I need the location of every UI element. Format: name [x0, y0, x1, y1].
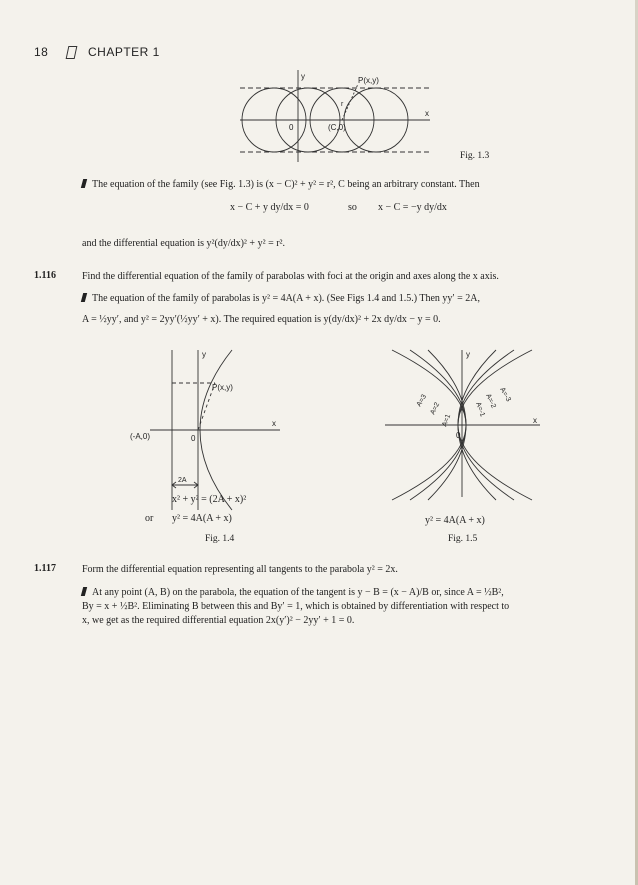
sol-115-eq1: x − C + y dy/dx = 0 [230, 202, 309, 213]
sol-117-line2: By = x + ½B². Eliminating B between this and By′ = 1, which is obtained by differentiation with respect to [82, 601, 510, 612]
fig14-x-label: x [272, 419, 276, 428]
fig13-origin-label: 0 [289, 123, 294, 132]
fig15-curve-label: A=-3 [498, 386, 512, 403]
fig14-eq1: x² + y² = (2A + x)² [172, 494, 247, 505]
header-box-glyph [66, 46, 78, 59]
problem-1-116-question: Find the differential equation of the family of parabolas with foci at the origin and axes along the x axis. [82, 271, 499, 282]
fig15-origin-label: 0 [456, 431, 461, 440]
fig15-y-label: y [466, 350, 470, 359]
problem-1-117-question: Form the differential equation representing all tangents to the parabola y² = 2x. [82, 564, 398, 575]
fig13-r-label: r [341, 101, 344, 108]
fig14-p-label: P(x,y) [212, 383, 233, 392]
fig15-curve-label: A=-1 [474, 401, 486, 418]
fig14-or: or [145, 513, 154, 524]
solution-mark-icon [81, 293, 87, 302]
chapter-title: CHAPTER 1 [88, 45, 160, 59]
fig-1-5-caption: Fig. 1.5 [448, 534, 478, 544]
sol-116-line2: A = ½yy′, and y² = 2yy′(½yy′ + x). The required equation is y(dy/dx)² + 2x dy/dx − y = 0. [82, 314, 441, 325]
solution-mark-icon [81, 179, 87, 188]
problem-1-117-number: 1.117 [34, 563, 56, 574]
fig-1-4-diagram [120, 345, 290, 515]
page-number: 18 [34, 45, 49, 59]
fig14-origin-label: 0 [191, 434, 196, 443]
fig-1-5-diagram [380, 345, 545, 505]
fig-1-4-caption: Fig. 1.4 [205, 534, 235, 544]
fig-1-3-caption: Fig. 1.3 [460, 151, 490, 161]
fig13-x-label: x [425, 109, 429, 118]
fig13-p-label: P(x,y) [358, 76, 379, 85]
fig13-y-label: y [301, 72, 305, 81]
fig14-2a-label: 2A [178, 477, 187, 484]
sol-115-line3: and the differential equation is y²(dy/dx)² + y² = r². [82, 238, 286, 249]
sol-117-line1: At any point (A, B) on the parabola, the equation of the tangent is y − B = (x − A)/B or, since A = ½B², [82, 586, 504, 599]
fig14-eq2: y² = 4A(A + x) [172, 513, 232, 524]
fig14-y-label: y [202, 350, 206, 359]
sol-115-eq2: x − C = −y dy/dx [378, 202, 447, 213]
fig15-curve-label: A=2 [429, 401, 442, 416]
sol-115-line1: The equation of the family (see Fig. 1.3) is (x − C)² + y² = r², C being an arbitrary constant. Then [82, 178, 480, 191]
sol-115-so: so [348, 202, 357, 213]
fig13-c-label: (C,0) [328, 123, 346, 132]
solution-mark-icon [81, 587, 87, 596]
fig15-curve-label: A=1 [441, 413, 453, 428]
fig15-curve-label: A=3 [415, 393, 429, 408]
sol-116-line1: The equation of the family of parabolas is y² = 4A(A + x). (See Figs 1.4 and 1.5.) Then yy′ = 2A, [82, 292, 480, 305]
fig15-x-label: x [533, 416, 537, 425]
problem-1-116-number: 1.116 [34, 270, 56, 281]
sol-117-line3: x, we get as the required differential equation 2x(y′)² − 2yy′ + 1 = 0. [82, 615, 355, 626]
fig14-a-label: (-A,0) [130, 432, 150, 441]
fig15-curve-label: A=-2 [484, 392, 497, 410]
fig-1-3-diagram [230, 62, 440, 167]
fig15-eq: y² = 4A(A + x) [425, 515, 485, 526]
